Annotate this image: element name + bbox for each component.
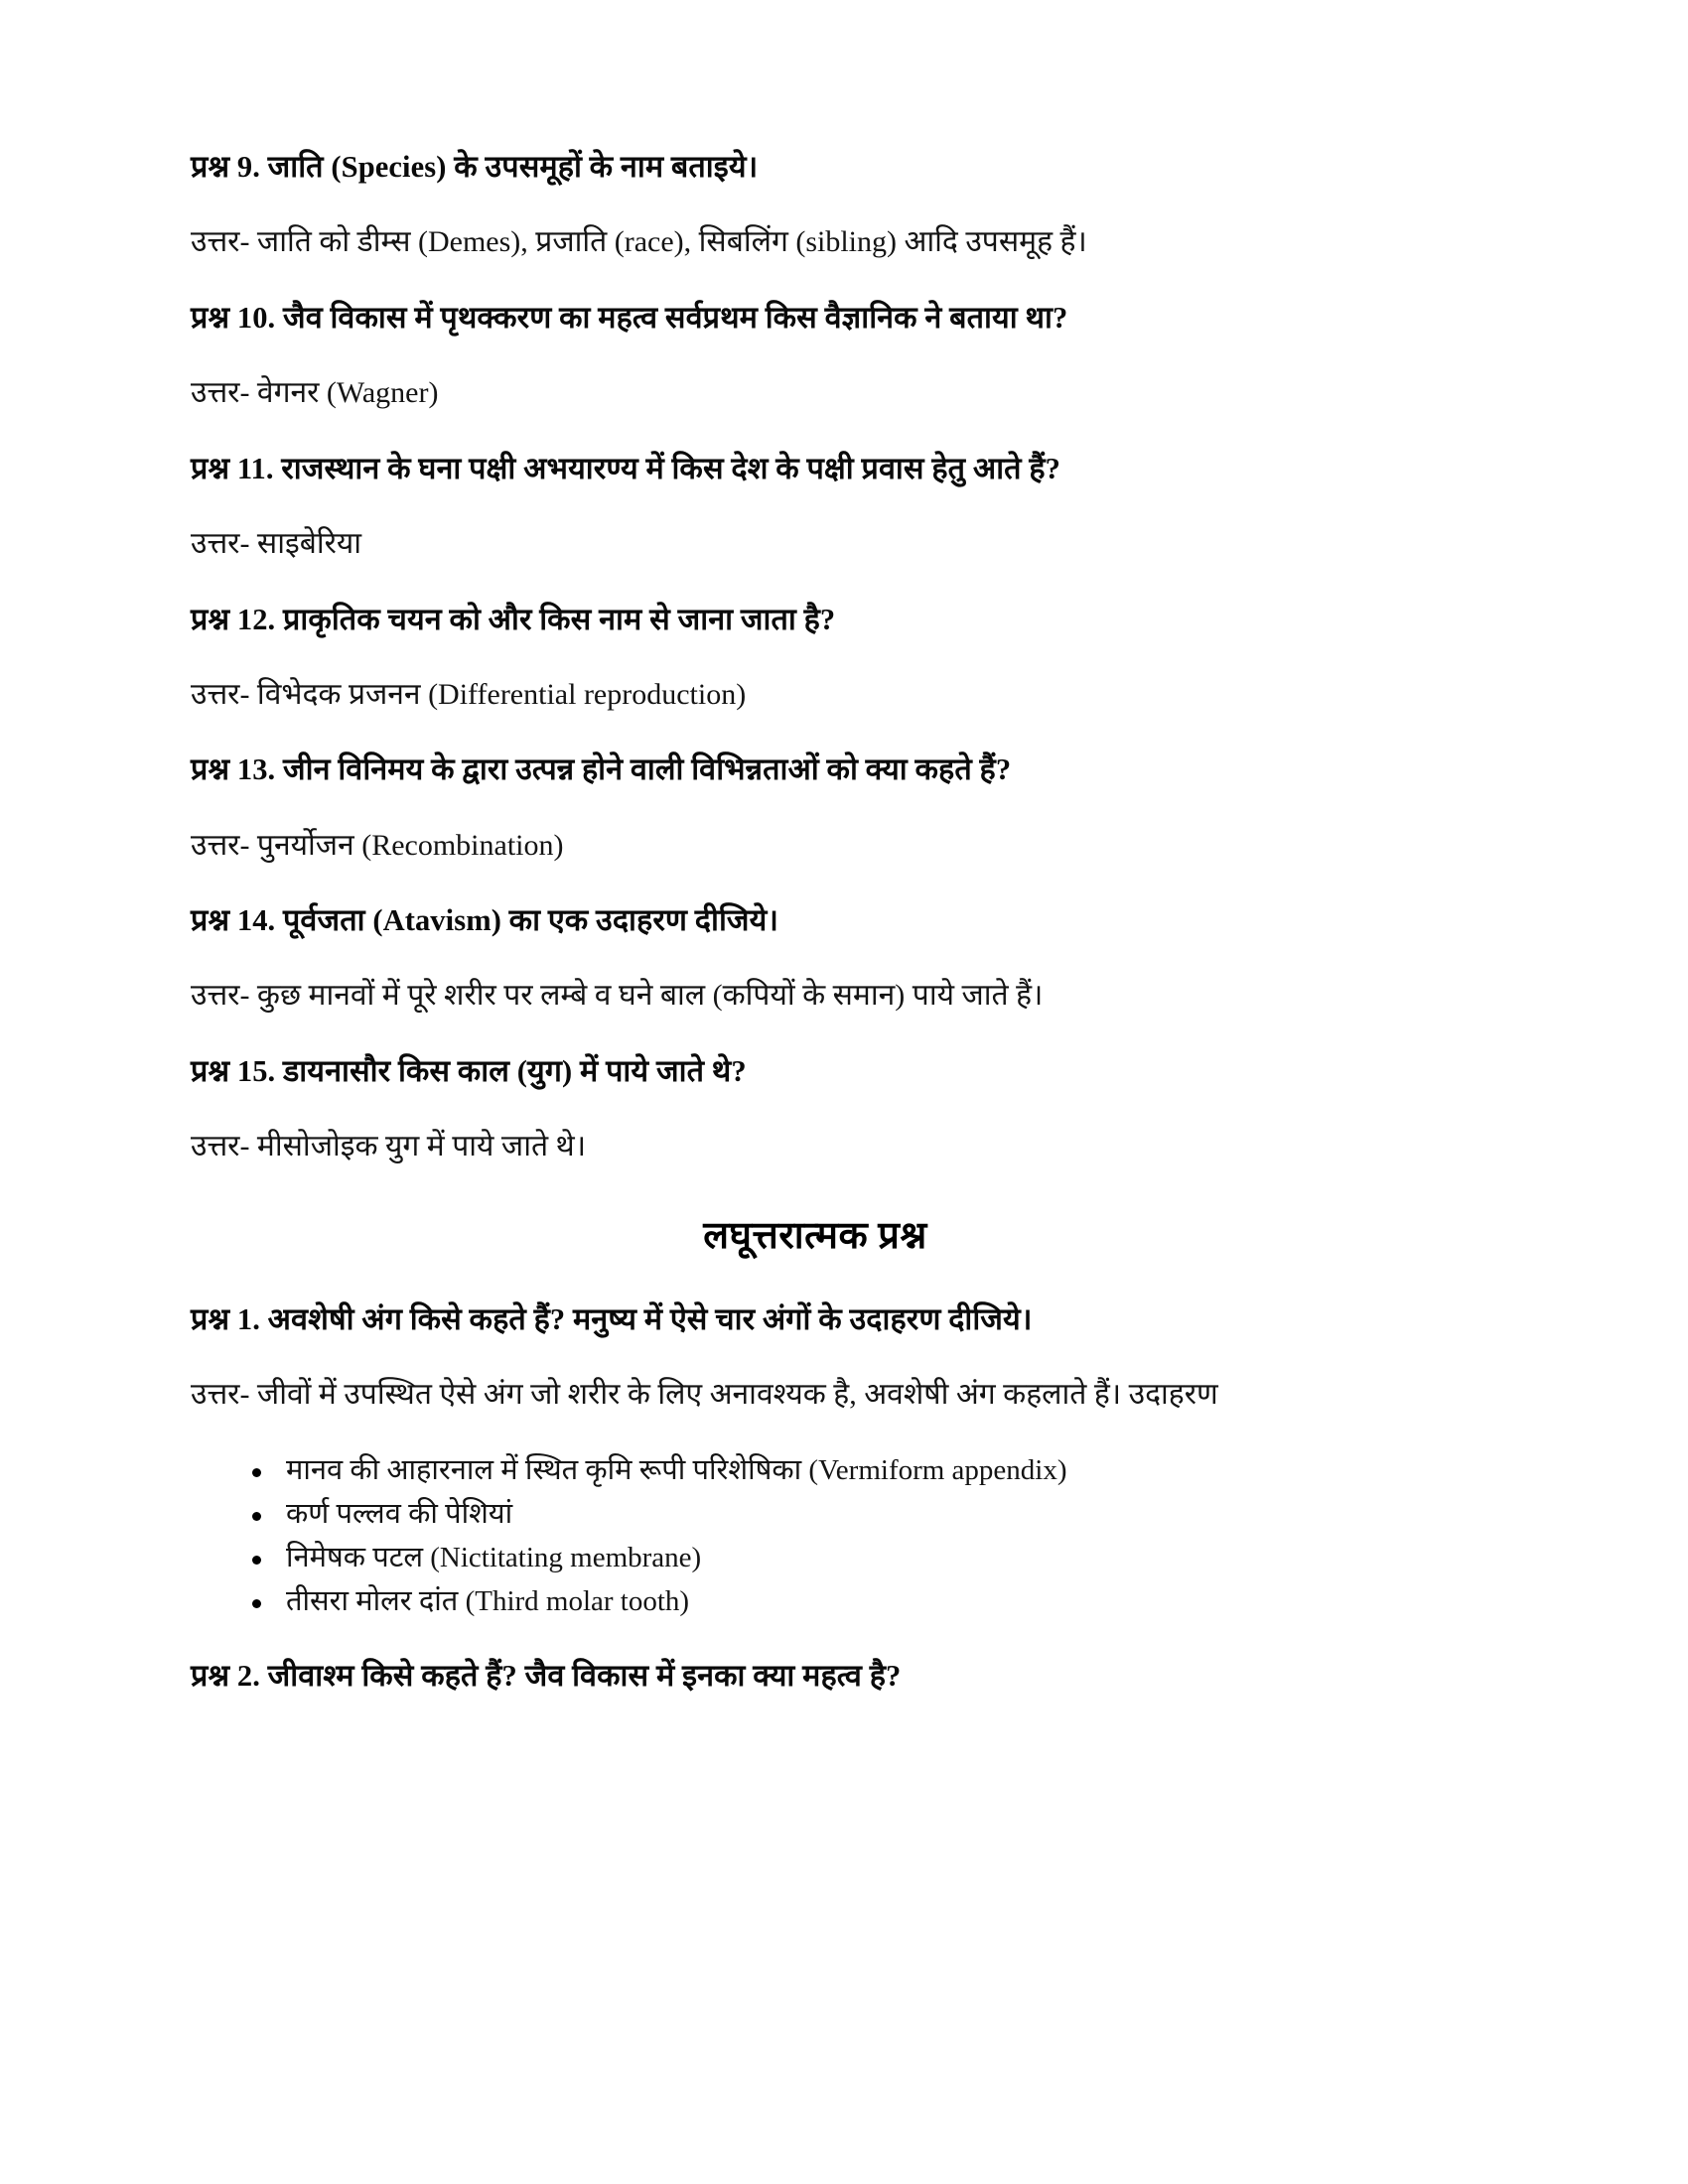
answer-text-q12: उत्तर- विभेदक प्रजनन (Differential reproduction) (191, 677, 747, 711)
question-text-q15: प्रश्न 15. डायनासौर किस काल (युग) में पाये जाते थे? (191, 1054, 747, 1089)
answer-text-q13: उत्तर- पुनर्योजन (Recombination) (191, 828, 564, 862)
bullet-dot-icon (252, 1512, 261, 1521)
bullet-dot-icon (252, 1556, 261, 1565)
question-text-short-q1: प्रश्न 1. अवशेषी अंग किसे कहते हैं? मनुष्य में ऐसे चार अंगों के उदाहरण दीजिये। (191, 1301, 1033, 1336)
qa-block-q12 (191, 600, 1440, 715)
answer-text-q10: उत्तर- वेगनर (Wagner) (191, 376, 439, 410)
answer-text-short-q1: उत्तर- जीवों में उपस्थित ऐसे अंग जो शरीर के लिए अनावश्यक है, अवशेषी अंग कहलाते हैं। उदाहरण (191, 1378, 1218, 1412)
list-item (246, 1450, 1440, 1491)
qa-block-short-q1 (191, 1299, 1440, 1623)
question-text-q11: प्रश्न 11. राजस्थान के घना पक्षी अभयारण्य में किस देश के पक्षी प्रवास हेतु आते हैं? (191, 451, 1061, 485)
bullet-dot-icon (252, 1468, 261, 1477)
question-text-q9: प्रश्न 9. जाति (Species) के उपसमूहों के नाम बताइये। (191, 150, 759, 184)
qa-block-q14 (191, 900, 1440, 1016)
list-item (246, 1494, 1440, 1535)
qa-block-q15 (191, 1051, 1440, 1166)
qa-block-q13 (191, 750, 1440, 865)
question-text-short-q2: प्रश्न 2. जीवाश्म किसे कहते हैं? जैव विकास में इनका क्या महत्व है? (191, 1659, 902, 1694)
list-item (246, 1581, 1440, 1622)
question-text-q12: प्रश्न 12. प्राकृतिक चयन को और किस नाम से जाना जाता है? (191, 602, 836, 636)
qa-block-short-q2 (191, 1656, 1440, 1696)
question-text-q14: प्रश्न 14. पूर्वजता (Atavism) का एक उदाहरण दीजिये। (191, 903, 779, 938)
answer-text-q11: उत्तर- साइबेरिया (191, 526, 362, 560)
answer-text-q14: उत्तर- कुछ मानवों में पूरे शरीर पर लम्बे व घने बाल (कपियों के समान) पाये जाते हैं। (191, 979, 1044, 1013)
question-text-q13: प्रश्न 13. जीन विनिमय के द्वारा उत्पन्न होने वाली विभिन्नताओं को क्या कहते हैं? (191, 752, 1012, 787)
qa-block-q10 (191, 298, 1440, 413)
qa-block-q9 (191, 147, 1440, 262)
list-item-label: तीसरा मोलर दांत (Third molar tooth) (286, 1585, 690, 1618)
answer-text-q9: उत्तर- जाति को डीम्स (Demes), प्रजाति (race), सिबलिंग (sibling) आदि उपसमूह हैं। (191, 225, 1087, 259)
section-heading: लघूत्तरात्मक प्रश्न (703, 1214, 927, 1257)
qa-block-q11 (191, 449, 1440, 564)
list-item-label: निमेषक पटल (Nictitating membrane) (286, 1542, 702, 1574)
list-item-label: कर्ण पल्लव की पेशियां (286, 1497, 513, 1530)
bullet-dot-icon (252, 1599, 261, 1608)
answer-text-q15: उत्तर- मीसोजोइक युग में पाये जाते थे। (191, 1130, 587, 1163)
list-item-label: मानव की आहारनाल में स्थित कृमि रूपी परिशेषिका (Vermiform appendix) (286, 1453, 1067, 1486)
list-item (246, 1538, 1440, 1578)
example-list (191, 1450, 1440, 1623)
question-text-q10: प्रश्न 10. जैव विकास में पृथक्करण का महत्व सर्वप्रथम किस वैज्ञानिक ने बताया था? (191, 300, 1068, 335)
document-content (191, 147, 1440, 1697)
